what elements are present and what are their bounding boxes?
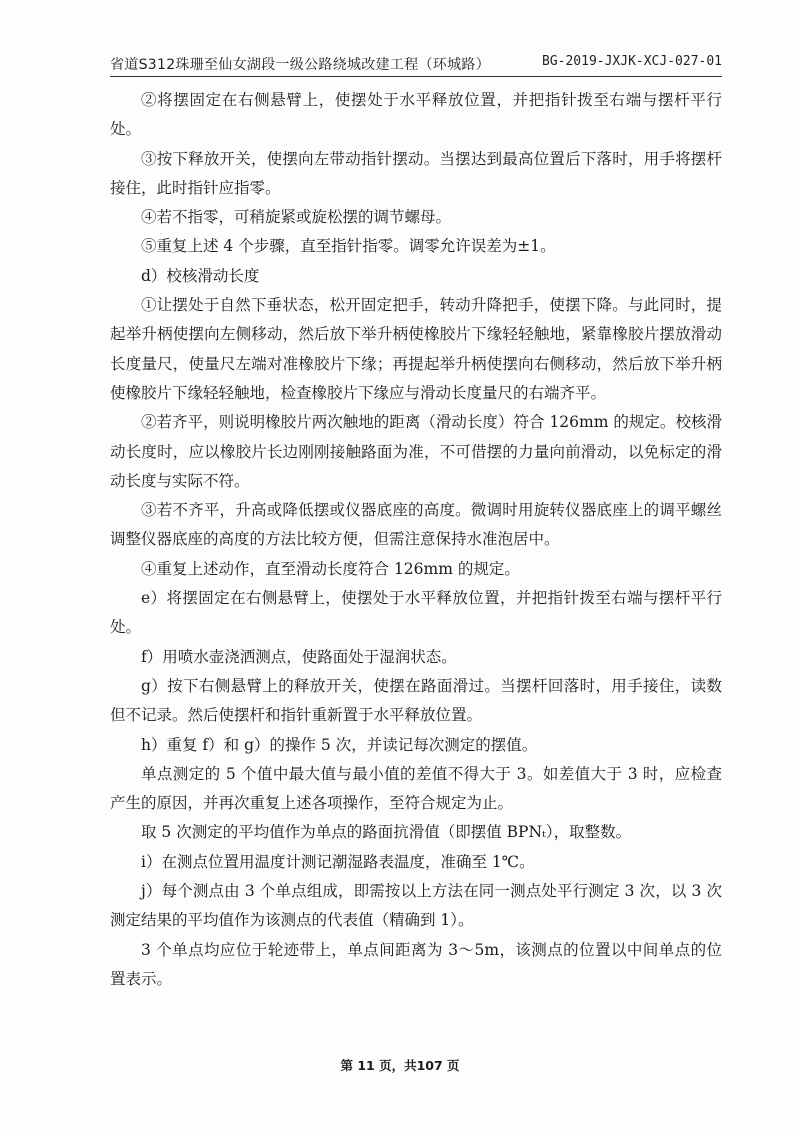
section-heading: d）校核滑动长度 — [141, 266, 260, 285]
page-number: 第 11 页，共107 页 — [340, 1058, 460, 1073]
project-title: 省道S312珠珊至仙女湖段一级公路绕城改建工程（环城路） — [110, 57, 491, 73]
paragraph: ④若不指零，可稍旋紧或旋松摆的调节螺母。 — [141, 208, 452, 227]
paragraph: i）在测点位置用温度计测记潮湿路表温度，准确至 1℃。 — [141, 852, 535, 871]
paragraph: ③按下释放开关，使摆向左带动指针摆动。当摆达到最高位置后下落时，用手将摆杆接住，此时指针应指零。 — [110, 149, 722, 197]
paragraph: ②若齐平，则说明橡胶片两次触地的距离（滑动长度）符合 126mm 的规定。校核滑动长度时，应以橡胶片长边刚刚接触路面为准，不可借摆的力量向前滑动，以免标定的滑动长度与实际不符。 — [110, 413, 722, 490]
paragraph: ③若不齐平，升高或降低摆或仪器底座的高度。微调时用旋转仪器底座上的调平螺丝调整仪器底座的高度的方法比较方便，但需注意保持水准泡居中。 — [110, 501, 722, 549]
paragraph: 取 5 次测定的平均值作为单点的路面抗滑值（即摆值 BPNₜ），取整数。 — [141, 823, 632, 842]
header-rule — [110, 76, 722, 77]
report-code: BG-2019-JXJK-XCJ-027-01 — [541, 54, 722, 69]
page-header — [110, 52, 722, 76]
paragraph: ⑤重复上述 4 个步骤，直至指针指零。调零允许误差为±1。 — [141, 237, 556, 256]
paragraph: j）每个测点由 3 个单点组成，即需按以上方法在同一测点处平行测定 3 次，以 3 次测定结果的平均值作为该测点的代表值（精确到 1）。 — [110, 882, 722, 930]
paragraph: h）重复 f）和 g）的操作 5 次，并读记每次测定的摆值。 — [141, 735, 538, 754]
paragraph: 3 个单点均应位于轮迹带上，单点间距离为 3～5m，该测点的位置以中间单点的位置表示。 — [110, 940, 722, 988]
paragraph: ①让摆处于自然下垂状态，松开固定把手，转动升降把手，使摆下降。与此同时，提起举升柄使摆向左侧移动，然后放下举升柄使橡胶片下缘轻轻触地，紧靠橡胶片摆放滑动长度量尺，使量尺左端对准橡胶片下缘；再提起举升柄使摆向右侧移动，然后放下举升柄使橡胶片下缘轻轻触地，检查橡胶片下缘应与滑动长度量尺的右端齐平。 — [110, 296, 722, 402]
paragraph: ②将摆固定在右侧悬臂上，使摆处于水平释放位置，并把指针拨至右端与摆杆平行处。 — [110, 91, 722, 139]
paragraph: 单点测定的 5 个值中最大值与最小值的差值不得大于 3。如差值大于 3 时，应检查产生的原因，并再次重复上述各项操作，至符合规定为止。 — [110, 764, 722, 813]
paragraph: f）用喷水壶浇洒测点，使路面处于湿润状态。 — [141, 647, 457, 666]
paragraph: e）将摆固定在右侧悬臂上，使摆处于水平释放位置，并把指针拨至右端与摆杆平行处。 — [110, 589, 722, 637]
body-text — [110, 86, 722, 994]
paragraph: g）按下右侧悬臂上的释放开关，使摆在路面滑过。当摆杆回落时，用手接住，读数但不记录。然后使摆杆和指针重新置于水平释放位置。 — [110, 676, 722, 725]
paragraph: ④重复上述动作，直至滑动长度符合 126mm 的规定。 — [141, 559, 520, 578]
